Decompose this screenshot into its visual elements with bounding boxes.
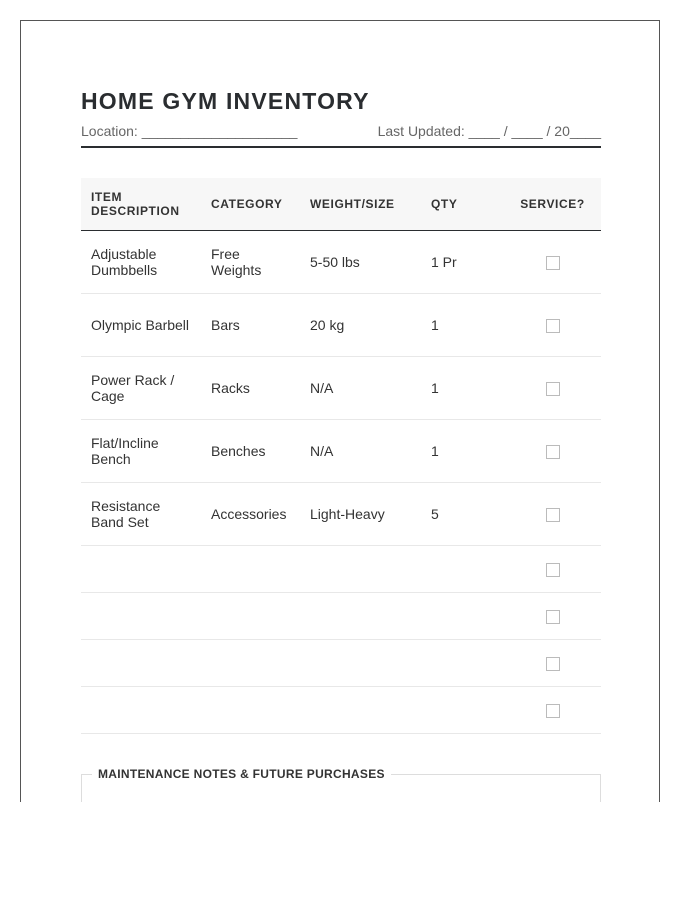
weight-cell: N/A <box>300 357 421 420</box>
service-checkbox[interactable] <box>546 256 560 270</box>
category-cell: Racks <box>201 357 300 420</box>
category-cell[interactable] <box>201 593 300 640</box>
service-cell <box>504 546 601 593</box>
service-checkbox[interactable] <box>546 445 560 459</box>
inventory-sheet <box>20 20 660 802</box>
sheet-content <box>81 87 601 802</box>
item-cell[interactable] <box>81 546 201 593</box>
service-cell <box>504 483 601 546</box>
service-checkbox[interactable] <box>546 657 560 671</box>
qty-cell[interactable] <box>421 546 504 593</box>
column-header-weight: WEIGHT/SIZE <box>300 178 421 231</box>
service-checkbox[interactable] <box>546 610 560 624</box>
qty-cell: 1 Pr <box>421 231 504 294</box>
weight-cell: Light-Heavy <box>300 483 421 546</box>
qty-cell: 1 <box>421 420 504 483</box>
service-cell <box>504 420 601 483</box>
item-cell[interactable] <box>81 640 201 687</box>
blank-row <box>81 546 601 593</box>
service-cell <box>504 687 601 734</box>
category-cell[interactable] <box>201 687 300 734</box>
blank-row <box>81 687 601 734</box>
category-cell: Free Weights <box>201 231 300 294</box>
table-row <box>81 231 601 294</box>
qty-cell[interactable] <box>421 640 504 687</box>
location-field[interactable]: Location: ____________________ <box>81 123 298 139</box>
weight-cell: 20 kg <box>300 294 421 357</box>
service-cell <box>504 357 601 420</box>
maintenance-notes-box[interactable] <box>81 767 601 802</box>
weight-cell[interactable] <box>300 640 421 687</box>
qty-cell[interactable] <box>421 593 504 640</box>
column-header-item: ITEM DESCRIPTION <box>81 178 201 231</box>
blank-row <box>81 593 601 640</box>
notes-legend: MAINTENANCE NOTES & FUTURE PURCHASES <box>92 766 391 782</box>
category-cell[interactable] <box>201 546 300 593</box>
qty-cell: 1 <box>421 357 504 420</box>
category-cell: Accessories <box>201 483 300 546</box>
table-row <box>81 357 601 420</box>
item-cell: Adjustable Dumbbells <box>81 231 201 294</box>
weight-cell: N/A <box>300 420 421 483</box>
inventory-table <box>81 178 601 734</box>
table-row <box>81 483 601 546</box>
table-row <box>81 294 601 357</box>
item-cell[interactable] <box>81 593 201 640</box>
table-row <box>81 420 601 483</box>
column-header-service: SERVICE? <box>504 178 601 231</box>
item-cell: Resistance Band Set <box>81 483 201 546</box>
qty-cell: 1 <box>421 294 504 357</box>
item-cell: Flat/Incline Bench <box>81 420 201 483</box>
item-cell: Power Rack / Cage <box>81 357 201 420</box>
column-header-category: CATEGORY <box>201 178 300 231</box>
weight-cell[interactable] <box>300 687 421 734</box>
service-cell <box>504 231 601 294</box>
qty-cell: 5 <box>421 483 504 546</box>
item-cell: Olympic Barbell <box>81 294 201 357</box>
meta-line <box>81 122 601 140</box>
category-cell: Bars <box>201 294 300 357</box>
table-header-row <box>81 178 601 231</box>
service-cell <box>504 640 601 687</box>
qty-cell[interactable] <box>421 687 504 734</box>
column-header-qty: QTY <box>421 178 504 231</box>
service-cell <box>504 593 601 640</box>
item-cell[interactable] <box>81 687 201 734</box>
weight-cell: 5-50 lbs <box>300 231 421 294</box>
blank-row <box>81 640 601 687</box>
last-updated-field[interactable]: Last Updated: ____ / ____ / 20____ <box>377 123 601 139</box>
service-checkbox[interactable] <box>546 382 560 396</box>
service-checkbox[interactable] <box>546 704 560 718</box>
weight-cell[interactable] <box>300 593 421 640</box>
category-cell: Benches <box>201 420 300 483</box>
document-title: HOME GYM INVENTORY <box>81 88 370 114</box>
service-checkbox[interactable] <box>546 563 560 577</box>
service-cell <box>504 294 601 357</box>
category-cell[interactable] <box>201 640 300 687</box>
service-checkbox[interactable] <box>546 319 560 333</box>
weight-cell[interactable] <box>300 546 421 593</box>
service-checkbox[interactable] <box>546 508 560 522</box>
header-divider <box>81 146 601 148</box>
